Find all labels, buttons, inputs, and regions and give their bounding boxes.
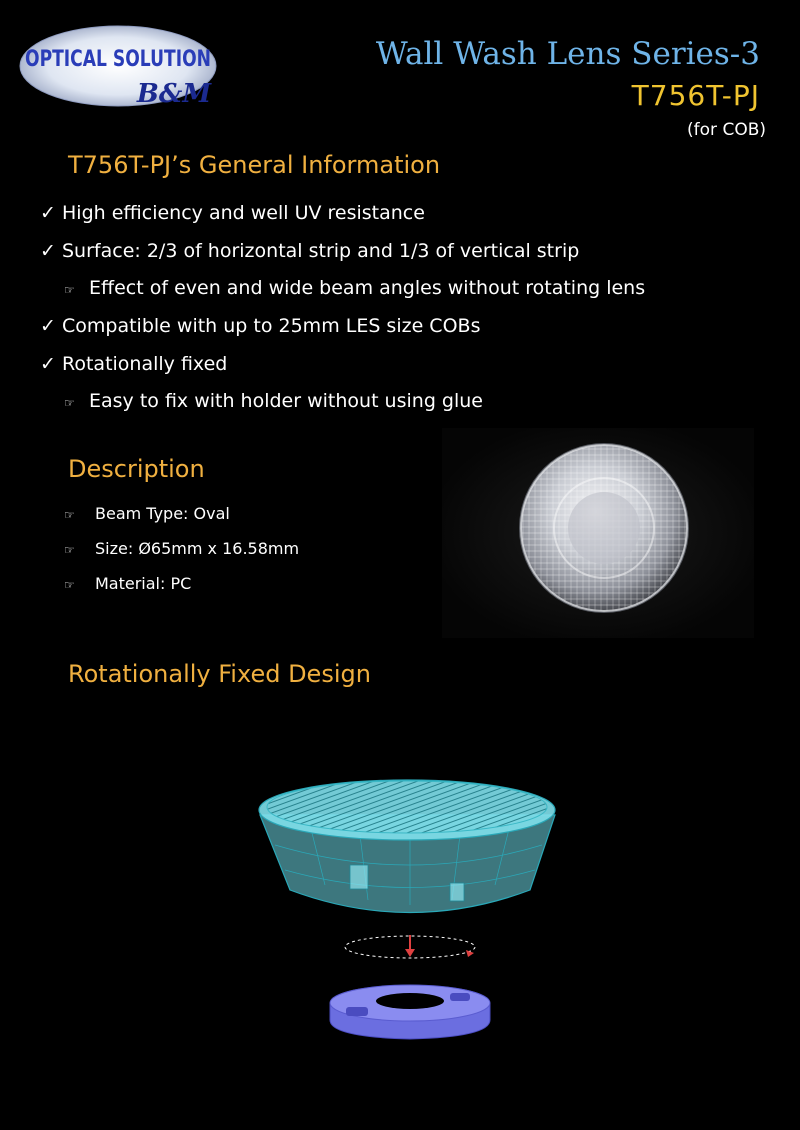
check-icon: ✓	[40, 202, 56, 224]
list-item: ✓ Rotationally fixed	[40, 346, 645, 384]
description-heading: Description	[68, 455, 205, 483]
pointing-hand-icon: ☞	[64, 283, 75, 298]
exploded-assembly-diagram	[250, 765, 570, 1045]
logo-text: OPTICAL SOLUTION	[25, 47, 211, 72]
list-item: ☞ Material: PC	[64, 566, 299, 601]
model-subtitle: (for COB)	[687, 120, 766, 140]
series-title: Wall Wash Lens Series-3	[375, 36, 760, 72]
list-item: ✓ Surface: 2/3 of horizontal strip and 1/3 of vertical strip	[40, 233, 645, 271]
lens-photo	[442, 428, 754, 638]
company-logo	[18, 22, 218, 112]
check-icon: ✓	[40, 352, 56, 375]
general-info-list	[40, 195, 645, 421]
pointing-hand-icon: ☞	[64, 543, 75, 557]
list-item: ✓ Compatible with up to 25mm LES size COBs	[40, 308, 645, 346]
description-list	[64, 496, 299, 601]
list-subitem: ☞ Easy to fix with holder without using glue	[40, 383, 645, 421]
general-info-heading: T756T-PJ’s General Information	[68, 151, 441, 179]
pointing-hand-icon: ☞	[64, 508, 75, 522]
rotation-heading: Rotationally Fixed Design	[68, 660, 371, 688]
list-item: ☞ Size: Ø65mm x 16.58mm	[64, 531, 299, 566]
pointing-hand-icon: ☞	[64, 396, 75, 411]
check-icon: ✓	[40, 239, 56, 262]
model-number: T756T-PJ	[631, 79, 760, 112]
check-icon: ✓	[40, 315, 56, 338]
list-item: ✓ High efficiency and well UV resistance	[40, 195, 645, 233]
list-item: ☞ Beam Type: Oval	[64, 496, 299, 531]
logo-sub: B&M	[136, 79, 212, 109]
list-subitem: ☞ Effect of even and wide beam angles without rotating lens	[40, 270, 645, 308]
pointing-hand-icon: ☞	[64, 578, 75, 592]
